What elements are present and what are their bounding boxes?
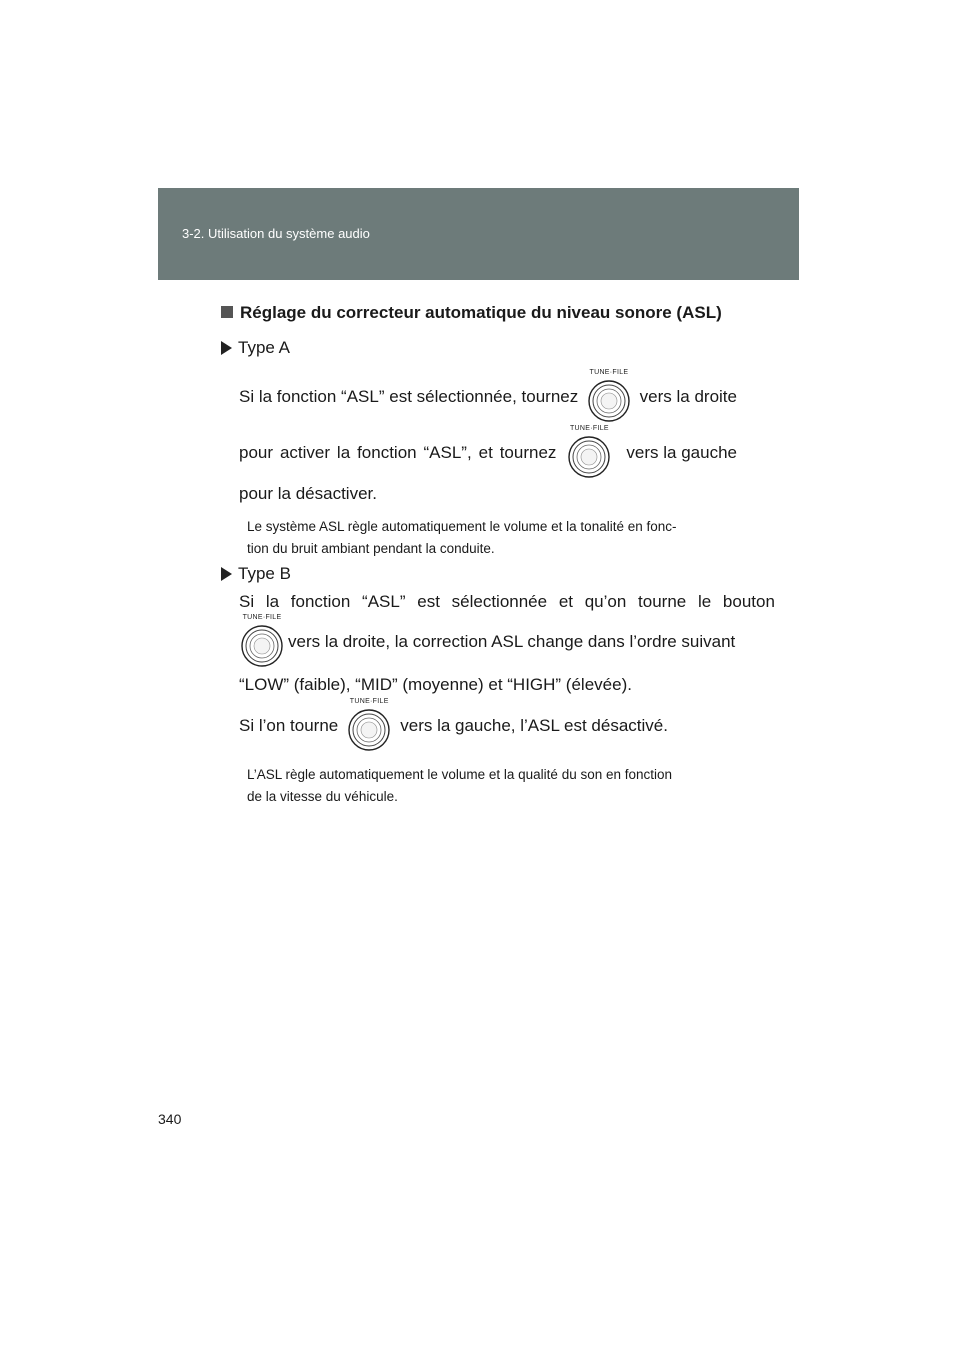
breadcrumb: 3-2. Utilisation du système audio — [182, 226, 370, 241]
header-bar — [158, 188, 799, 280]
arrow-bullet-icon — [221, 567, 232, 581]
type-b-note-1: L’ASL règle automatiquement le volume et la qualité du son en fonction — [247, 767, 673, 782]
type-b-label-text: Type B — [238, 564, 291, 583]
type-a-line-2b: vers la gauche — [626, 443, 737, 462]
type-b-line-1: Si la fonction “ASL” est sélectionnée et qu’on tourne le bouton — [239, 592, 775, 611]
type-a-label-text: Type A — [238, 338, 290, 357]
type-a-label — [221, 338, 290, 358]
type-b-note — [247, 764, 737, 808]
type-a-line-2: pour activer la fonction “ASL”, et tournez TUNE·FILE vers la gauche — [239, 425, 737, 481]
type-b-line-4a: Si l’on tourne — [239, 716, 339, 735]
type-b-line-2 — [239, 614, 737, 670]
type-a-line-1a: Si la fonction “ASL” est sélectionnée, tournez — [239, 387, 579, 406]
tune-file-knob-icon — [586, 369, 632, 425]
section-title — [221, 303, 722, 323]
square-bullet-icon — [221, 306, 233, 318]
knob-caption: TUNE·FILE — [589, 369, 629, 376]
knob-caption: TUNE·FILE — [242, 614, 282, 621]
tune-file-knob-icon — [346, 698, 392, 754]
type-a-note-1: Le système ASL règle automatiquement le volume et la tonalité en fonc- — [247, 519, 677, 534]
type-a-note — [247, 516, 737, 560]
tune-file-knob-icon — [566, 425, 612, 481]
knob-caption: TUNE·FILE — [569, 425, 609, 432]
section-title-text: Réglage du correcteur automatique du niveau sonore (ASL) — [240, 303, 722, 322]
type-a-note-2: tion du bruit ambiant pendant la conduite. — [247, 541, 495, 556]
type-b-line-4b: vers la gauche, l’ASL est désactivé. — [400, 716, 668, 735]
arrow-bullet-icon — [221, 341, 232, 355]
knob-caption: TUNE·FILE — [349, 698, 389, 705]
type-b-line-4 — [239, 698, 737, 754]
type-a-line-1b: vers la droite — [639, 387, 737, 406]
type-a-line-1 — [239, 369, 737, 425]
page-number: 340 — [158, 1111, 182, 1127]
type-b-line-2-text: vers la droite, la correction ASL change dans l’ordre suivant — [288, 632, 736, 651]
tune-file-knob-icon — [239, 614, 285, 670]
type-b-line-3: “LOW” (faible), “MID” (moyenne) et “HIGH” (élevée). — [239, 675, 632, 694]
type-b-note-2: de la vitesse du véhicule. — [247, 789, 398, 804]
type-a-line-3: pour la désactiver. — [239, 484, 377, 503]
type-b-label — [221, 564, 291, 584]
